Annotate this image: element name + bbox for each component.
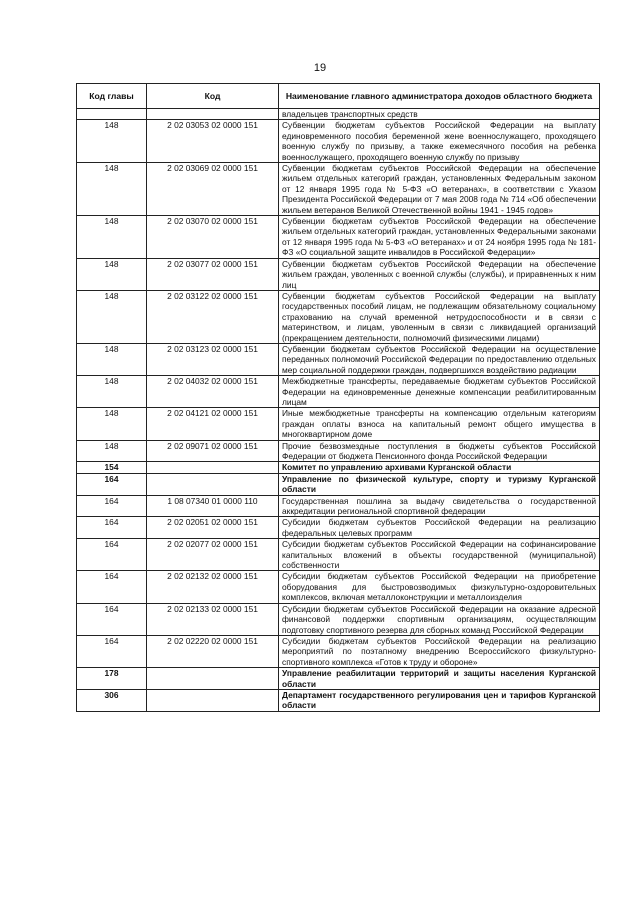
administrator-name-cell: Субвенции бюджетам субъектов Российской Федерации на обеспечение жильем граждан, уволенных с военной службы (службы), и приравненных к ним лиц	[279, 258, 600, 290]
chapter-code-cell: 148	[77, 216, 147, 259]
table-row	[77, 408, 600, 440]
chapter-code-cell: 148	[77, 376, 147, 408]
income-code-cell	[147, 462, 279, 473]
income-code-cell: 2 02 02051 02 0000 151	[147, 517, 279, 539]
income-code-cell: 2 02 04121 02 0000 151	[147, 408, 279, 440]
income-code-cell	[147, 689, 279, 711]
administrator-name-cell: владельцев транспортных средств	[279, 109, 600, 120]
table-row	[77, 495, 600, 517]
table-row	[77, 258, 600, 290]
income-code-cell: 2 02 04032 02 0000 151	[147, 376, 279, 408]
page-number: 19	[313, 62, 327, 74]
income-code-cell: 2 02 02133 02 0000 151	[147, 603, 279, 635]
table-row	[77, 440, 600, 462]
income-code-cell: 2 02 03123 02 0000 151	[147, 343, 279, 375]
income-code-cell: 1 08 07340 01 0000 110	[147, 495, 279, 517]
income-code-cell: 2 02 03053 02 0000 151	[147, 120, 279, 163]
table-row	[77, 473, 600, 495]
table-row	[77, 343, 600, 375]
chapter-code-cell: 164	[77, 517, 147, 539]
administrator-name-cell: Субвенции бюджетам субъектов Российской Федерации на выплату единовременного пособия беременной жене военнослужащего, проходящего военную службу по призыву, а также ежемесячного пособия на ребенка военнослужащего, проходящего военную службу по призыву	[279, 120, 600, 163]
table-row	[77, 462, 600, 473]
chapter-code-cell: 148	[77, 343, 147, 375]
administrator-name-cell: Субсидии бюджетам субъектов Российской Федерации на реализацию мероприятий по поэтапному внедрению Всероссийского физкультурно-спортивного комплекса «Готов к труду и обороне»	[279, 635, 600, 667]
table-row	[77, 290, 600, 343]
administrator-name-cell: Комитет по управлению архивами Курганской области	[279, 462, 600, 473]
administrator-name-cell: Субсидии бюджетам субъектов Российской Федерации на реализацию федеральных целевых программ	[279, 517, 600, 539]
administrator-name-cell: Субвенции бюджетам субъектов Российской Федерации на обеспечение жильем отдельных категорий граждан, установленных Федеральными законами от 12 января 1995 года № 5-ФЗ «О ветеранах» и от 24 ноября 1995 года № 181-ФЗ «О социальной защите инвалидов в Российской Федерации»	[279, 216, 600, 259]
administrator-name-cell: Прочие безвозмездные поступления в бюджеты субъектов Российской Федерации от бюджета Пенсионного фонда Российской Федерации	[279, 440, 600, 462]
table-row	[77, 689, 600, 711]
income-code-cell: 2 02 03077 02 0000 151	[147, 258, 279, 290]
administrator-name-cell: Субсидии бюджетам субъектов Российской Федерации на приобретение оборудования для быстровозводимых физкультурно-оздоровительных комплексов, включая металлоконструкции и металлоизделия	[279, 571, 600, 603]
chapter-code-cell: 306	[77, 689, 147, 711]
chapter-code-cell: 148	[77, 163, 147, 216]
income-code-cell: 2 02 09071 02 0000 151	[147, 440, 279, 462]
chapter-code-cell: 148	[77, 120, 147, 163]
administrator-name-cell: Субсидии бюджетам субъектов Российской Федерации на оказание адресной финансовой поддержки спортивным организациям, осуществляющим подготовку спортивного резерва для сборных команд Российской Федерации	[279, 603, 600, 635]
chapter-code-cell: 148	[77, 258, 147, 290]
header-administrator-name: Наименование главного администратора доходов областного бюджета	[279, 84, 600, 109]
chapter-code-cell: 164	[77, 539, 147, 571]
table-row	[77, 603, 600, 635]
chapter-code-cell: 164	[77, 603, 147, 635]
chapter-code-cell: 148	[77, 408, 147, 440]
table-row	[77, 539, 600, 571]
administrator-name-cell: Межбюджетные трансферты, передаваемые бюджетам субъектов Российской Федерации на единовременные денежные компенсации реабилитированным лицам	[279, 376, 600, 408]
table-header-row	[77, 84, 600, 109]
income-code-cell: 2 02 02220 02 0000 151	[147, 635, 279, 667]
table-row	[77, 635, 600, 667]
table-body	[77, 109, 600, 712]
header-chapter-code: Код главы	[77, 84, 147, 109]
income-code-cell: 2 02 02132 02 0000 151	[147, 571, 279, 603]
administrator-name-cell: Департамент государственного регулирования цен и тарифов Курганской области	[279, 689, 600, 711]
administrator-name-cell: Управление реабилитации территорий и защиты населения Курганской области	[279, 668, 600, 690]
income-code-cell	[147, 473, 279, 495]
chapter-code-cell: 164	[77, 495, 147, 517]
chapter-code-cell: 164	[77, 571, 147, 603]
administrator-name-cell: Государственная пошлина за выдачу свидетельства о государственной аккредитации региональной спортивной федерации	[279, 495, 600, 517]
income-code-cell	[147, 109, 279, 120]
chapter-code-cell: 164	[77, 473, 147, 495]
chapter-code-cell: 178	[77, 668, 147, 690]
chapter-code-cell	[77, 109, 147, 120]
revenue-administrators-table	[76, 83, 600, 712]
income-code-cell: 2 02 03070 02 0000 151	[147, 216, 279, 259]
header-code: Код	[147, 84, 279, 109]
table-row	[77, 517, 600, 539]
chapter-code-cell: 148	[77, 440, 147, 462]
income-code-cell: 2 02 02077 02 0000 151	[147, 539, 279, 571]
table-row	[77, 668, 600, 690]
administrator-name-cell: Управление по физической культуре, спорту и туризму Курганской области	[279, 473, 600, 495]
income-code-cell	[147, 668, 279, 690]
administrator-name-cell: Иные межбюджетные трансферты на компенсацию отдельным категориям граждан оплаты взноса на капитальный ремонт общего имущества в многоквартирном доме	[279, 408, 600, 440]
chapter-code-cell: 148	[77, 290, 147, 343]
table-row	[77, 571, 600, 603]
table-row	[77, 109, 600, 120]
administrator-name-cell: Субсидии бюджетам субъектов Российской Федерации на софинансирование капитальных вложений в объекты государственной (муниципальной) собственности	[279, 539, 600, 571]
administrator-name-cell: Субвенции бюджетам субъектов Российской Федерации на осуществление переданных полномочий Российской Федерации по предоставлению отдельных мер социальной поддержки граждан, подвергшихся воздействию радиации	[279, 343, 600, 375]
table-row	[77, 163, 600, 216]
table-row	[77, 216, 600, 259]
income-code-cell: 2 02 03122 02 0000 151	[147, 290, 279, 343]
chapter-code-cell: 154	[77, 462, 147, 473]
table-row	[77, 120, 600, 163]
income-code-cell: 2 02 03069 02 0000 151	[147, 163, 279, 216]
administrator-name-cell: Субвенции бюджетам субъектов Российской Федерации на обеспечение жильем отдельных категорий граждан, установленных Федеральным законом от 12 января 1995 года № 5-ФЗ «О ветеранах», в соответствии с Указом Президента Российской Федерации от 7 мая 2008 года № 714 «Об обеспечении жильем ветеранов Великой Отечественной войны 1941 - 1945 годов»	[279, 163, 600, 216]
chapter-code-cell: 164	[77, 635, 147, 667]
table-row	[77, 376, 600, 408]
administrator-name-cell: Субвенции бюджетам субъектов Российской Федерации на выплату государственных пособий лицам, не подлежащим обязательному социальному страхованию на случай временной нетрудоспособности и в связи с материнством, и лицам, уволенным в связи с ликвидацией организаций (прекращением деятельности, полномочий физическими лицами)	[279, 290, 600, 343]
